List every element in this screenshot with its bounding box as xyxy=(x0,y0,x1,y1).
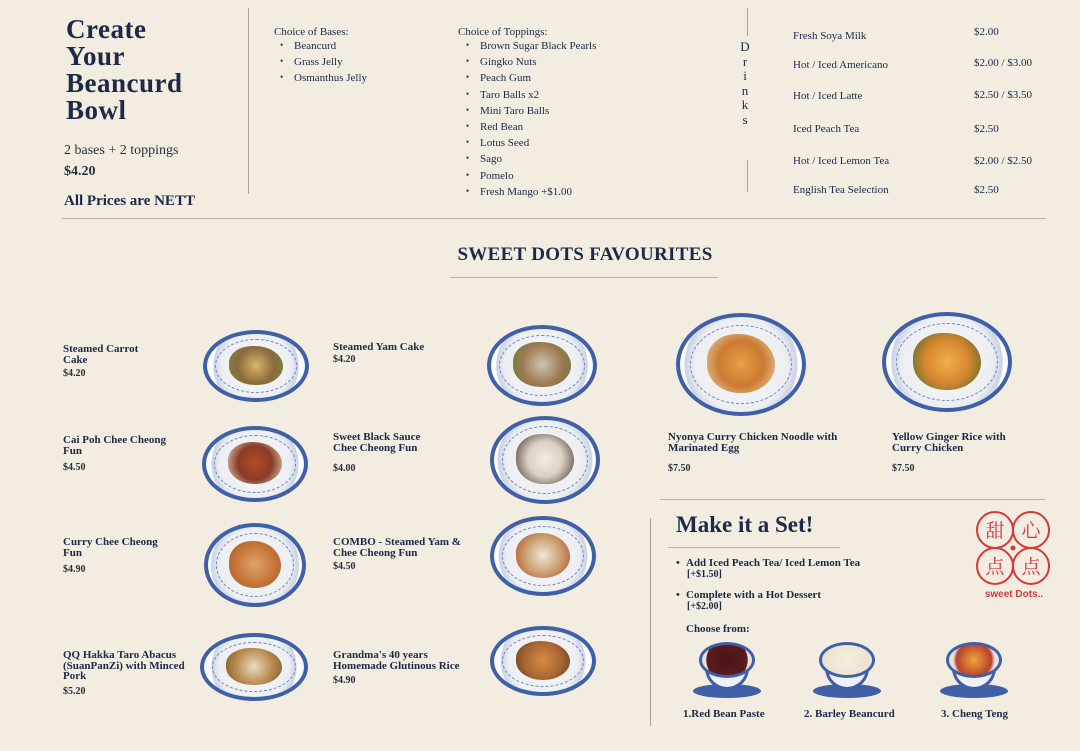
dish-price: $4.20 xyxy=(63,368,86,379)
dish-name: Curry Chee Cheong Fun xyxy=(63,536,158,559)
dish-price: $7.50 xyxy=(892,463,915,474)
section-divider xyxy=(660,499,1045,500)
title-underline xyxy=(450,277,718,278)
drink-name: Hot / Iced Lemon Tea xyxy=(793,155,890,167)
dish-price: $4.50 xyxy=(333,561,356,572)
list-item: • Grass Jelly xyxy=(280,54,367,70)
logo-char: 点 xyxy=(985,556,1005,578)
list-item: • Peach Gum xyxy=(466,70,596,86)
dessert-option: 3. Cheng Teng xyxy=(941,708,1008,720)
set-option-price: [+$1.50] xyxy=(687,569,722,580)
dish-plate xyxy=(676,313,806,416)
dish-name: Yellow Ginger Rice with Curry Chicken xyxy=(892,431,1006,454)
dish-price: $4.90 xyxy=(333,675,356,686)
dessert-bowl xyxy=(699,642,755,698)
list-item: • Mini Taro Balls xyxy=(466,103,596,119)
section-divider xyxy=(62,218,1046,219)
hero-title-line: Bowl xyxy=(66,95,127,125)
food-image xyxy=(226,648,282,685)
food-image xyxy=(707,334,775,393)
dish-price: $5.20 xyxy=(63,686,86,697)
toppings-section xyxy=(458,26,596,200)
bases-list xyxy=(280,38,367,87)
drinks-letter: r xyxy=(742,53,748,69)
drinks-letter: n xyxy=(741,82,749,98)
dish-price: $4.20 xyxy=(333,354,356,365)
drink-price: $2.50 xyxy=(974,184,999,196)
favourites-title: SWEET DOTS FAVOURITES xyxy=(457,244,713,265)
drink-name: Fresh Soya Milk xyxy=(793,30,867,42)
dish-plate xyxy=(882,312,1012,412)
hero-title xyxy=(66,16,183,124)
drink-price: $2.00 xyxy=(974,26,999,38)
food-image xyxy=(516,434,573,484)
logo-char: 甜 xyxy=(985,520,1005,542)
list-item: • Osmanthus Jelly xyxy=(280,70,367,86)
dish-name: Steamed Carrot Cake xyxy=(63,343,139,366)
set-option: • Complete with a Hot Dessert xyxy=(676,590,821,601)
choose-label: Choose from: xyxy=(686,623,750,635)
dish-name: Cai Poh Chee Cheong Fun xyxy=(63,434,166,457)
dish-price: $4.00 xyxy=(333,463,356,474)
food-image xyxy=(513,342,570,387)
food-image xyxy=(229,541,282,588)
dish-plate xyxy=(490,416,600,504)
drink-name: Hot / Iced Latte xyxy=(793,90,863,102)
bases-info: 2 bases + 2 toppings xyxy=(64,143,179,158)
dessert-bowl xyxy=(819,642,875,698)
dish-plate xyxy=(490,516,596,596)
logo-char: 点 xyxy=(1021,556,1041,578)
set-option: • Add Iced Peach Tea/ Iced Lemon Tea xyxy=(676,558,860,569)
dessert-option: 2. Barley Beancurd xyxy=(804,708,895,720)
set-title: Make it a Set! xyxy=(676,512,814,537)
set-option-price: [+$2.00] xyxy=(687,601,722,612)
food-image xyxy=(516,533,571,578)
bowl-price: $4.20 xyxy=(64,164,96,179)
dish-name: Steamed Yam Cake xyxy=(333,341,425,353)
brand-logo xyxy=(975,510,1051,586)
dish-price: $4.90 xyxy=(63,564,86,575)
list-item: • Pomelo xyxy=(466,168,596,184)
drink-price: $2.50 xyxy=(974,123,999,135)
food-image xyxy=(229,346,284,386)
logo-icon xyxy=(975,510,1051,586)
list-item: • Taro Balls x2 xyxy=(466,87,596,103)
hero-title-line: Beancurd xyxy=(66,68,183,98)
dessert-bowl xyxy=(946,642,1002,698)
drinks-letter: D xyxy=(740,39,750,54)
list-item: • Brown Sugar Black Pearls xyxy=(466,38,596,54)
list-item: • Sago xyxy=(466,151,596,167)
drink-name: Iced Peach Tea xyxy=(793,123,860,135)
toppings-heading: Choice of Toppings: xyxy=(458,26,548,38)
dish-plate xyxy=(204,523,306,607)
food-image xyxy=(516,641,571,679)
dish-plate xyxy=(487,325,597,406)
food-image xyxy=(228,442,283,484)
list-item: • Red Bean xyxy=(466,119,596,135)
list-item: • Gingko Nuts xyxy=(466,54,596,70)
bowl-rim xyxy=(946,642,1002,678)
divider xyxy=(747,160,748,192)
bases-section xyxy=(274,26,367,87)
list-item: • Beancurd xyxy=(280,38,367,54)
list-item: • Fresh Mango +$1.00 xyxy=(466,184,596,200)
list-item: • Lotus Seed xyxy=(466,135,596,151)
dish-name: Grandma's 40 years Homemade Glutinous Rice xyxy=(333,649,460,672)
logo-text: sweet Dots.. xyxy=(984,589,1044,600)
dish-plate xyxy=(202,426,308,502)
divider xyxy=(650,518,651,726)
dish-plate xyxy=(490,626,596,696)
dish-plate xyxy=(200,633,308,701)
drink-price: $2.00 / $2.50 xyxy=(974,155,1033,167)
divider xyxy=(248,8,249,194)
bowl-rim xyxy=(819,642,875,678)
dish-price: $7.50 xyxy=(668,463,691,474)
divider xyxy=(747,8,748,36)
food-image xyxy=(913,333,981,390)
title-underline xyxy=(668,547,840,548)
drink-price: $2.00 / $3.00 xyxy=(974,57,1033,69)
drinks-letter: i xyxy=(743,68,747,83)
dish-price: $4.50 xyxy=(63,462,86,473)
drink-name: Hot / Iced Americano xyxy=(793,59,888,71)
toppings-list xyxy=(466,38,596,200)
dessert-option: 1.Red Bean Paste xyxy=(683,708,765,720)
hero-title-line: Create xyxy=(66,14,147,44)
dish-name: QQ Hakka Taro Abacus (SuanPanZi) with Minced Pork xyxy=(63,649,185,682)
drink-name: English Tea Selection xyxy=(793,184,889,196)
dish-plate xyxy=(203,330,309,402)
nett-note: All Prices are NETT xyxy=(64,193,195,209)
dish-name: COMBO - Steamed Yam & Chee Cheong Fun xyxy=(333,536,461,559)
logo-char: 心 xyxy=(1021,520,1041,542)
bowl-rim xyxy=(699,642,755,678)
drinks-label xyxy=(737,40,753,127)
drinks-letter: s xyxy=(742,111,748,127)
hero-title-line: Your xyxy=(66,41,126,71)
dish-name: Nyonya Curry Chicken Noodle with Marinated Egg xyxy=(668,431,838,454)
drink-price: $2.50 / $3.50 xyxy=(974,89,1033,101)
drinks-letter: k xyxy=(741,97,749,112)
dish-name: Sweet Black Sauce Chee Cheong Fun xyxy=(333,431,421,454)
bases-heading: Choice of Bases: xyxy=(274,26,349,38)
